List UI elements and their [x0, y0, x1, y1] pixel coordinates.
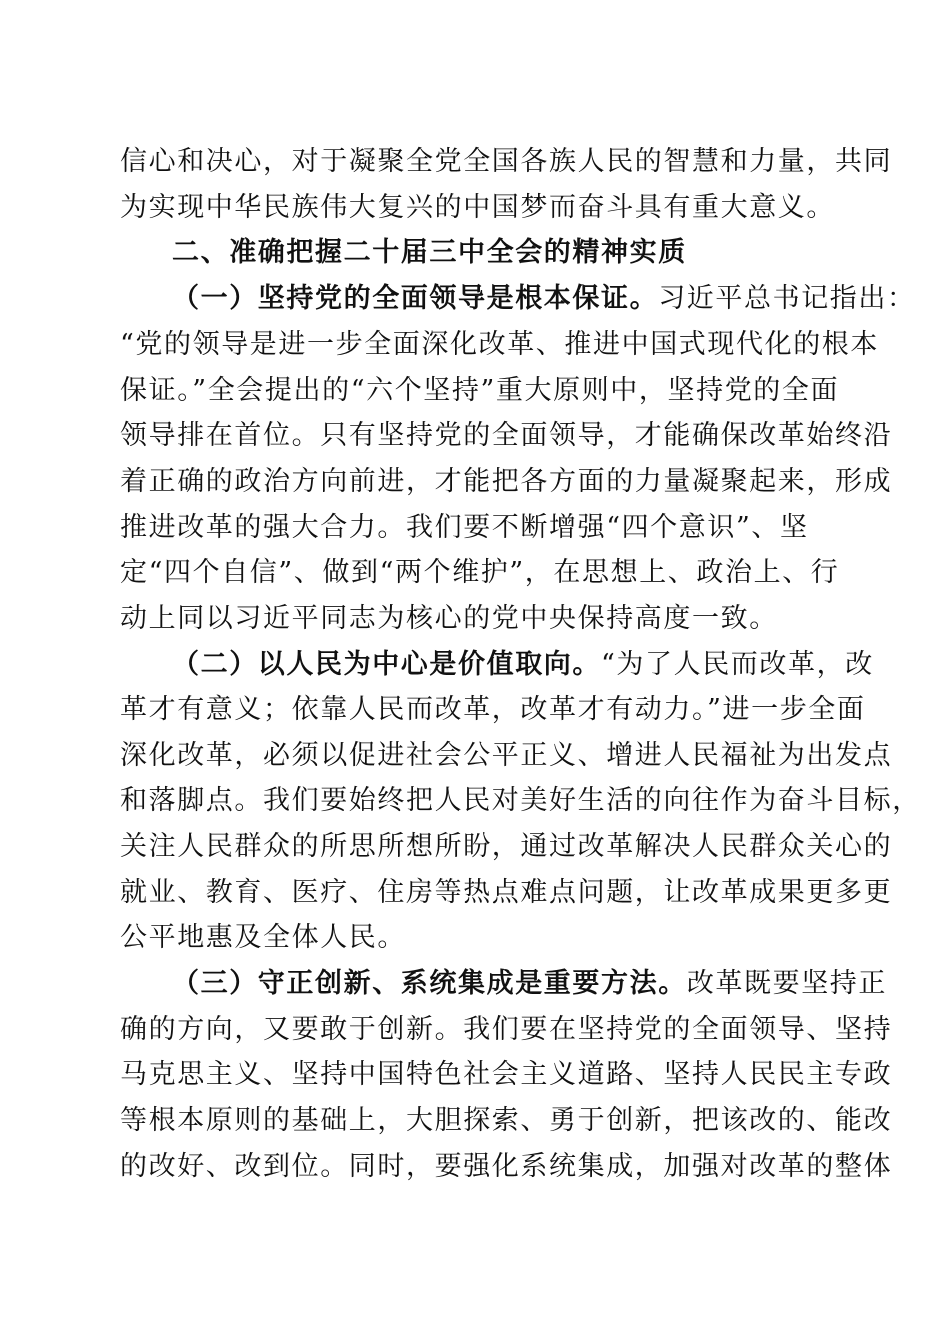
section-heading: 二、准确把握二十届三中全会的精神实质 [172, 237, 687, 268]
body-text-line: 革才有意义；依靠人民而改革，改革才有动力。”进一步全面 [120, 694, 866, 725]
subsection-heading: （二）以人民为中心是价值取向。 [172, 649, 601, 680]
body-text-line: 确的方向，又要敢于创新。我们要在坚持党的全面领导、坚持 [120, 1014, 893, 1045]
body-text-line: 等根本原则的基础上，大胆探索、勇于创新，把该改的、能改 [120, 1105, 893, 1136]
body-text-line: 就业、教育、医疗、住房等热点难点问题，让改革成果更多更 [120, 877, 893, 908]
body-text-line: 关注人民群众的所思所想所盼，通过改革解决人民群众关心的 [120, 831, 893, 862]
body-text-span: 改革既要坚持正 [686, 968, 888, 999]
body-text-line: 领导排在首位。只有坚持党的全面领导，才能确保改革始终沿 [120, 420, 893, 451]
body-text-span: “为了人民而改革，改 [601, 649, 874, 680]
body-text-line: 着正确的政治方向前进，才能把各方面的力量凝聚起来，形成 [120, 466, 893, 497]
body-text-line: 保证。”全会提出的“六个坚持”重大原则中，坚持党的全面 [120, 375, 840, 406]
body-text-line: 公平地惠及全体人民。 [120, 922, 406, 953]
paragraph-first-line [172, 964, 888, 1004]
body-text-line: 定“四个自信”、做到“两个维护”，在思想上、政治上、行 [120, 557, 840, 588]
body-text-line: 推进改革的强大合力。我们要不断增强“四个意识”、坚 [120, 512, 809, 543]
body-text-line: 的改好、改到位。同时，要强化系统集成，加强对改革的整体 [120, 1151, 893, 1182]
body-text-line: 深化改革，必须以促进社会公平正义、增进人民福祉为出发点 [120, 740, 893, 771]
body-text-line: 和落脚点。我们要始终把人民对美好生活的向往作为奋斗目标， [120, 785, 921, 816]
paragraph-first-line [172, 645, 874, 685]
subsection-heading: （三）守正创新、系统集成是重要方法。 [172, 968, 687, 999]
body-text-line: 为实现中华民族伟大复兴的中国梦而奋斗具有重大意义。 [120, 192, 835, 223]
body-text-line: 动上同以习近平同志为核心的党中央保持高度一致。 [120, 603, 778, 634]
body-text-span: 习近平总书记指出： [658, 283, 916, 314]
subsection-heading: （一）坚持党的全面领导是根本保证。 [172, 283, 659, 314]
body-text-line: 信心和决心，对于凝聚全党全国各族人民的智慧和力量，共同 [120, 146, 893, 177]
body-text-line: 马克思主义、坚持中国特色社会主义道路、坚持人民民主专政 [120, 1059, 893, 1090]
body-text-line: “党的领导是进一步全面深化改革、推进中国式现代化的根本 [120, 329, 880, 360]
paragraph-first-line [172, 279, 916, 319]
